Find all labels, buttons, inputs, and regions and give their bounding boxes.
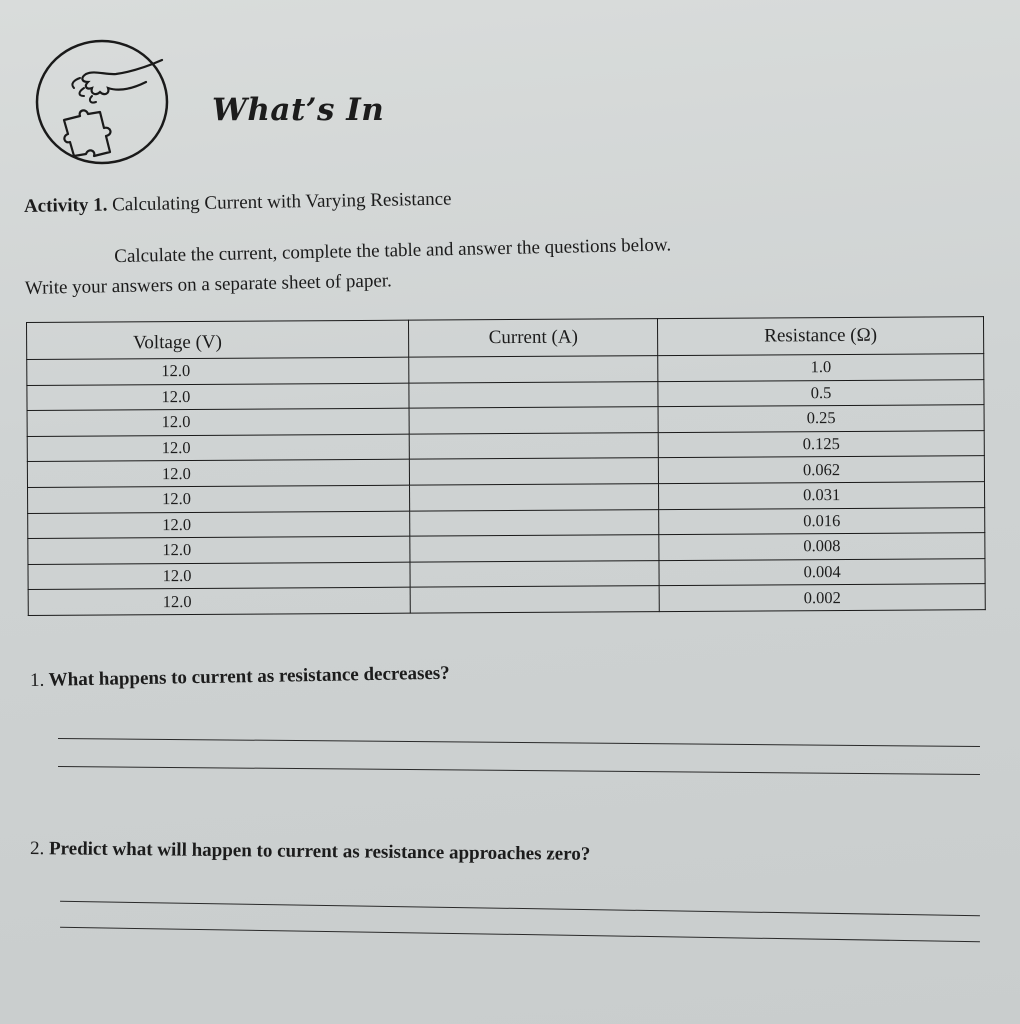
answer-line-2a[interactable] <box>60 901 980 916</box>
current-cell[interactable] <box>409 356 658 383</box>
current-cell[interactable] <box>409 407 658 434</box>
resistance-cell: 0.25 <box>658 405 984 433</box>
current-cell[interactable] <box>410 484 659 511</box>
voltage-cell: 12.0 <box>28 511 410 539</box>
hand-puzzle-icon <box>34 38 170 166</box>
instructions <box>24 224 985 304</box>
resistance-cell: 0.016 <box>659 507 985 535</box>
activity-number: 1. <box>92 194 108 216</box>
resistance-cell: 1.0 <box>658 354 984 382</box>
voltage-cell: 12.0 <box>27 383 409 411</box>
voltage-cell: 12.0 <box>28 588 410 616</box>
question-2-text: Predict what will happen to current as resistance approaches zero? <box>48 838 591 865</box>
voltage-cell: 12.0 <box>27 408 409 436</box>
instructions-line-1: Calculate the current, complete the table and answer the questions below. <box>114 234 672 268</box>
current-cell[interactable] <box>410 509 659 536</box>
resistance-cell: 0.125 <box>658 430 984 458</box>
resistance-cell: 0.062 <box>658 456 984 484</box>
activity-heading <box>24 189 452 218</box>
resistance-cell: 0.5 <box>658 379 984 407</box>
header-voltage: Voltage (V) <box>27 320 409 359</box>
resistance-cell: 0.031 <box>659 482 985 510</box>
current-cell[interactable] <box>410 458 659 485</box>
resistance-cell: 0.008 <box>659 533 985 561</box>
question-1 <box>30 663 450 692</box>
question-2 <box>30 838 590 866</box>
table-row <box>28 584 985 615</box>
voltage-cell: 12.0 <box>28 562 410 590</box>
header-resistance: Resistance (Ω) <box>658 317 984 356</box>
table-header-row <box>27 317 984 360</box>
current-cell[interactable] <box>409 432 658 459</box>
voltage-cell: 12.0 <box>27 460 409 488</box>
current-cell[interactable] <box>410 560 659 587</box>
instructions-line-2: Write your answers on a separate sheet of paper. <box>24 270 393 299</box>
current-cell[interactable] <box>410 535 659 562</box>
voltage-cell: 12.0 <box>28 485 410 513</box>
resistance-cell: 0.002 <box>659 584 985 612</box>
answer-line-1a[interactable] <box>58 738 980 747</box>
section-title: What’s In <box>212 92 385 128</box>
current-cell[interactable] <box>409 381 658 408</box>
resistance-cell: 0.004 <box>659 558 985 586</box>
answer-line-2b[interactable] <box>60 927 980 942</box>
question-1-text: What happens to current as resistance decreases? <box>48 662 450 691</box>
header-current: Current (A) <box>409 319 658 358</box>
voltage-cell: 12.0 <box>27 434 409 462</box>
question-2-number: 2. <box>29 838 45 860</box>
data-table <box>26 316 986 616</box>
voltage-cell: 12.0 <box>27 357 409 385</box>
question-1-number: 1. <box>29 669 45 691</box>
answer-line-1b[interactable] <box>58 766 980 775</box>
voltage-cell: 12.0 <box>28 536 410 564</box>
current-cell[interactable] <box>410 586 659 613</box>
activity-title: Calculating Current with Varying Resistance <box>111 188 452 216</box>
activity-label: Activity <box>23 194 89 217</box>
